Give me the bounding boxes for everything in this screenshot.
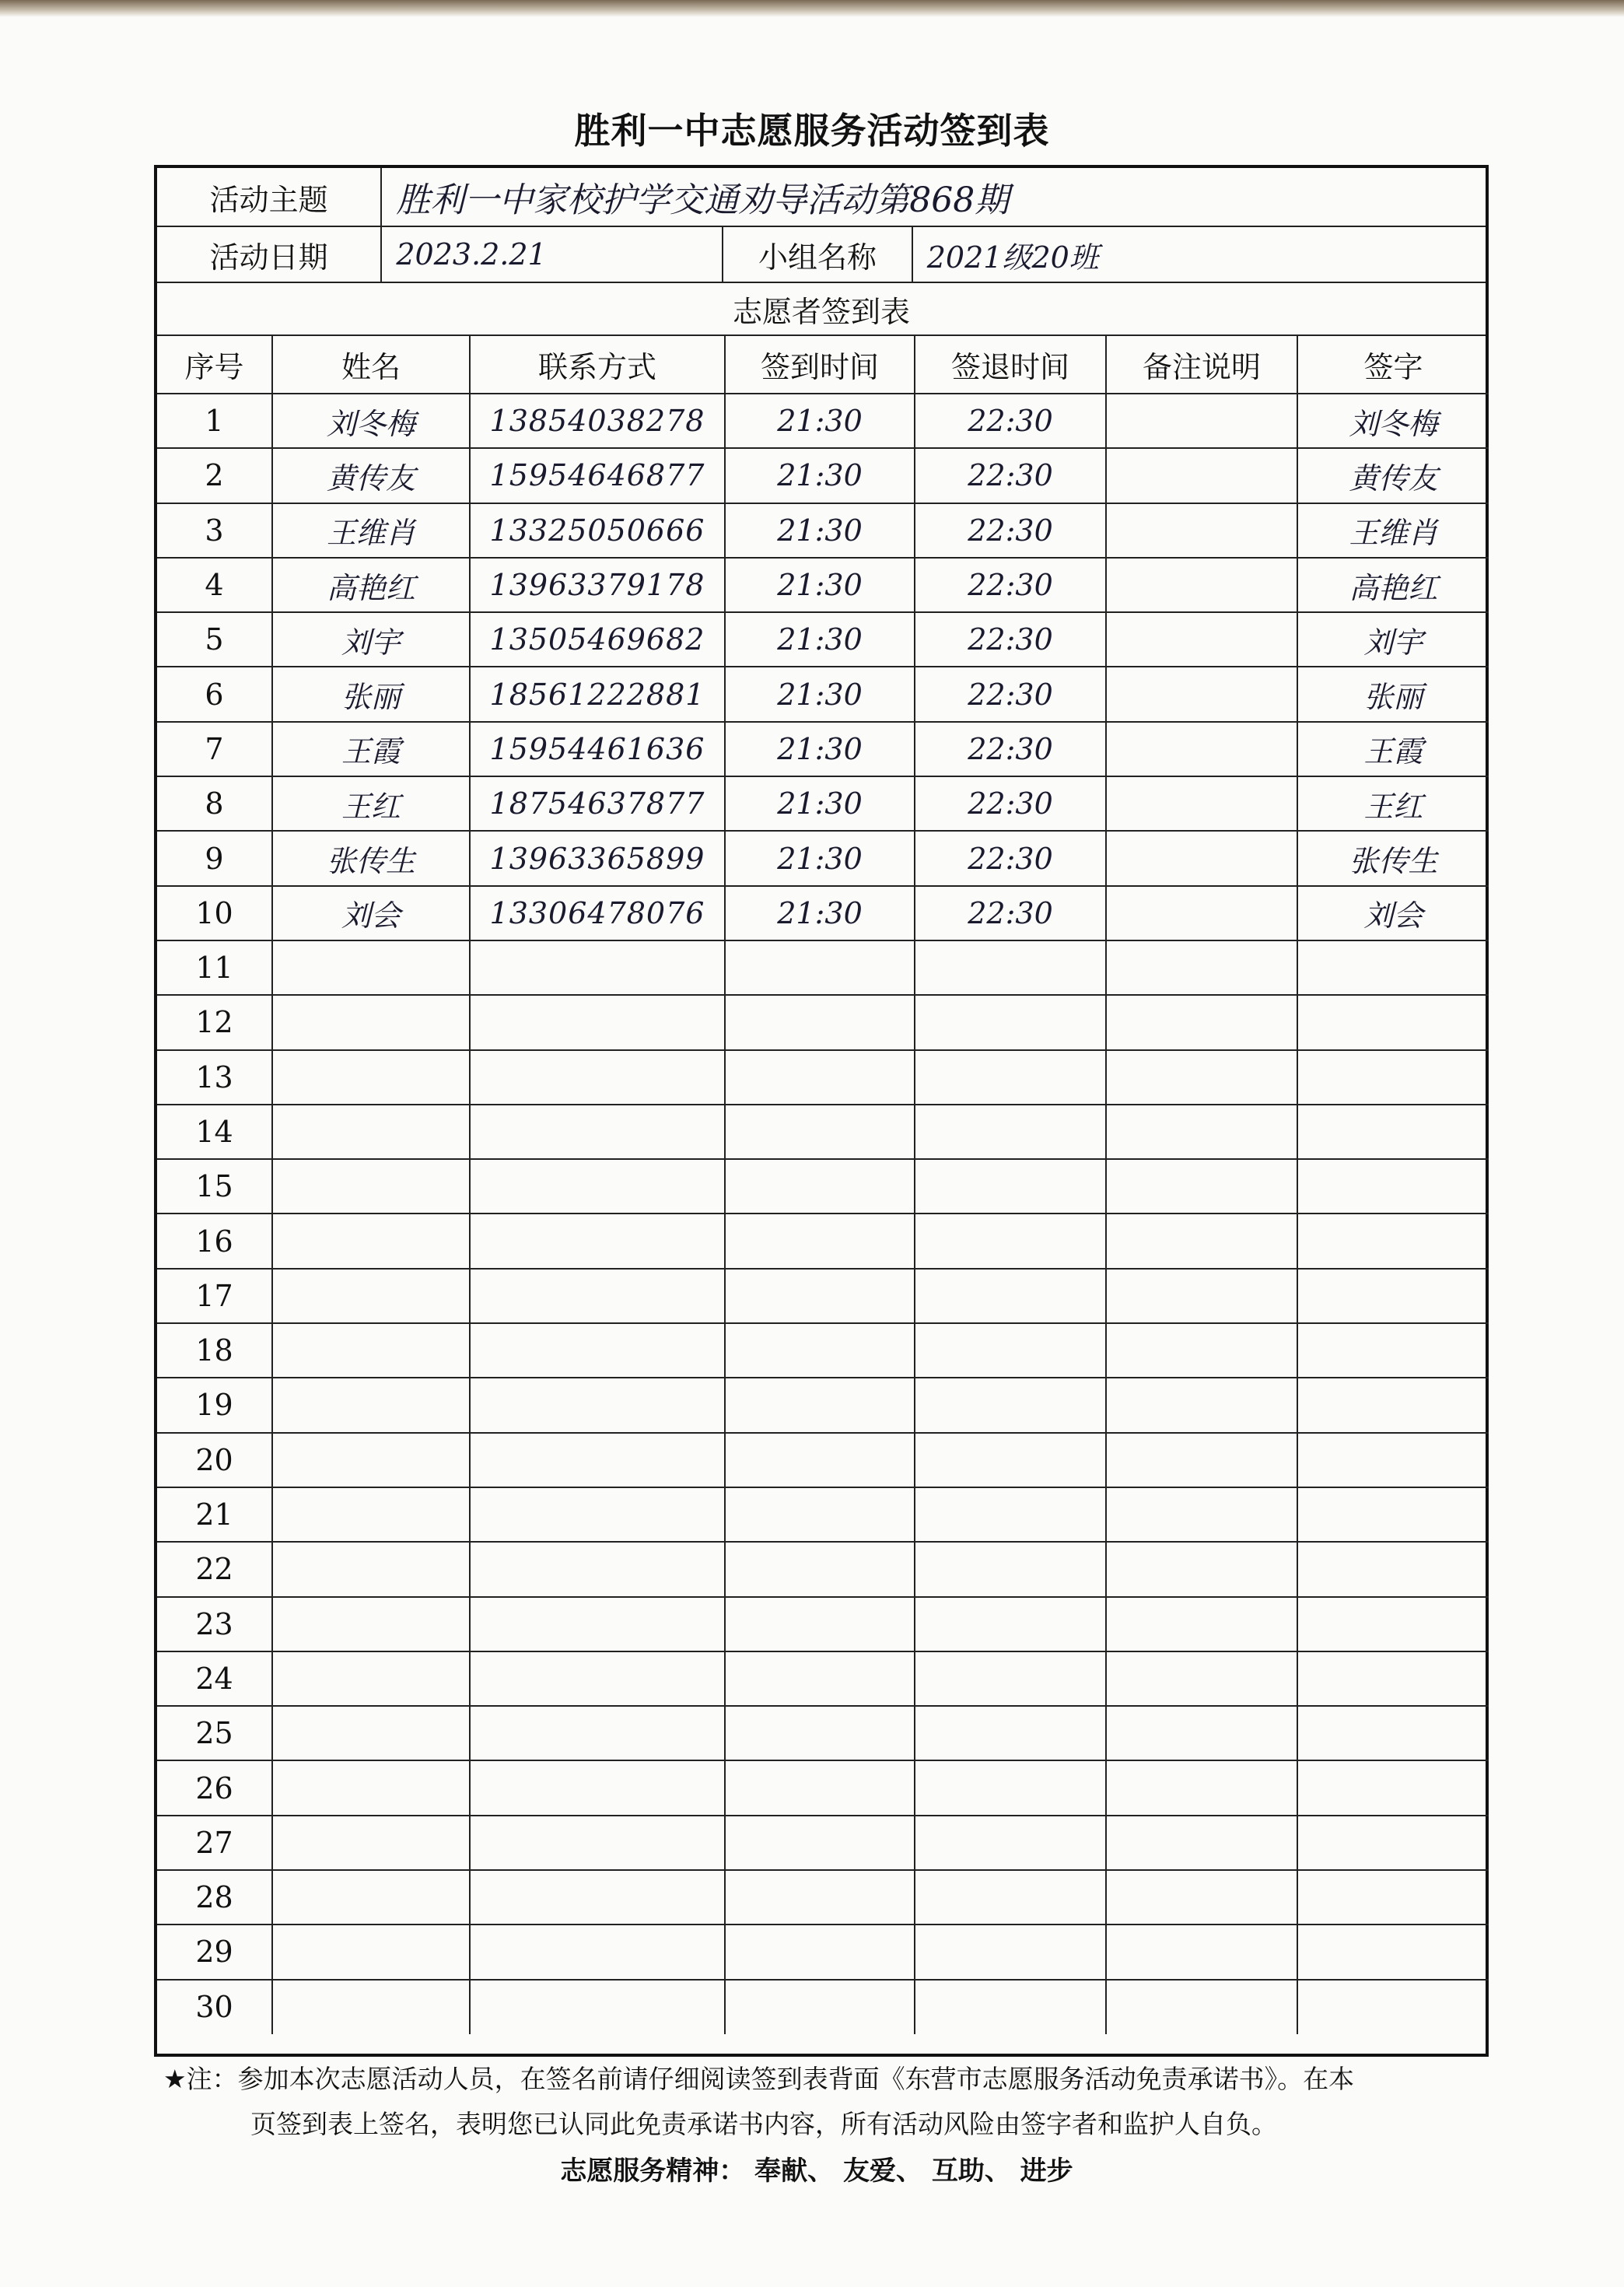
name-cell <box>272 1433 470 1487</box>
signin-sheet <box>154 165 1489 2057</box>
contact-cell <box>470 1214 725 1268</box>
table-row <box>157 448 1489 503</box>
page-title: 胜利一中志愿服务活动签到表 <box>574 110 1050 152</box>
checkin-time-cell <box>725 1870 915 1925</box>
table-row <box>157 1816 1489 1870</box>
contact-cell: 13963379178 <box>470 558 725 612</box>
row-index: 6 <box>157 667 272 721</box>
contact-cell <box>470 1269 725 1323</box>
row-index: 11 <box>157 940 272 995</box>
name-cell: 刘冬梅 <box>272 394 470 448</box>
row-index: 17 <box>157 1269 272 1323</box>
table-row <box>157 1378 1489 1432</box>
signature-cell <box>1297 1323 1489 1378</box>
checkin-time-cell <box>725 1159 915 1214</box>
checkout-time-cell <box>915 1323 1106 1378</box>
table-row <box>157 1597 1489 1651</box>
checkout-time-cell: 22:30 <box>915 776 1106 831</box>
signature-cell <box>1297 1925 1489 1979</box>
table-row <box>157 1487 1489 1542</box>
row-index: 4 <box>157 558 272 612</box>
remarks-cell <box>1106 1980 1297 2034</box>
table-row <box>157 886 1489 940</box>
table-row <box>157 1269 1489 1323</box>
signature-cell: 王红 <box>1297 776 1489 831</box>
remarks-cell <box>1106 940 1297 995</box>
signature-cell <box>1297 1269 1489 1323</box>
contact-cell: 18561222881 <box>470 667 725 721</box>
checkin-time-cell <box>725 1433 915 1487</box>
contact-cell: 13963365899 <box>470 831 725 885</box>
table-row <box>157 1980 1489 2034</box>
signature-cell: 高艳红 <box>1297 558 1489 612</box>
checkout-time-cell <box>915 1816 1106 1870</box>
checkout-time-cell: 22:30 <box>915 722 1106 776</box>
remarks-cell <box>1106 394 1297 448</box>
section-title: 志愿者签到表 <box>157 283 1486 336</box>
checkin-time-cell <box>725 1487 915 1542</box>
header-signature: 签字 <box>1297 336 1489 394</box>
signature-cell <box>1297 1760 1489 1815</box>
group-name-value: 2021级20班 <box>926 240 1099 275</box>
checkout-time-cell <box>915 1980 1106 2034</box>
contact-cell <box>470 1050 725 1105</box>
checkout-time-cell <box>915 1159 1106 1214</box>
contact-cell <box>470 1487 725 1542</box>
row-index: 25 <box>157 1706 272 1760</box>
name-cell <box>272 1925 470 1979</box>
contact-cell: 18754637877 <box>470 776 725 831</box>
checkout-time-cell: 22:30 <box>915 886 1106 940</box>
table-row <box>157 1651 1489 1706</box>
signature-cell <box>1297 1159 1489 1214</box>
contact-cell <box>470 1980 725 2034</box>
row-index: 19 <box>157 1378 272 1432</box>
checkin-time-cell <box>725 1651 915 1706</box>
row-index: 21 <box>157 1487 272 1542</box>
checkin-time-cell: 21:30 <box>725 722 915 776</box>
contact-cell <box>470 1378 725 1432</box>
row-index: 9 <box>157 831 272 885</box>
header-index: 序号 <box>157 336 272 394</box>
remarks-cell <box>1106 1214 1297 1268</box>
checkin-time-cell <box>725 1816 915 1870</box>
checkin-time-cell <box>725 1597 915 1651</box>
signature-cell <box>1297 1105 1489 1159</box>
checkin-time-cell <box>725 1269 915 1323</box>
remarks-cell <box>1106 776 1297 831</box>
contact-cell <box>470 995 725 1049</box>
checkin-time-cell <box>725 1050 915 1105</box>
checkout-time-cell <box>915 1105 1106 1159</box>
photo-top-edge <box>0 0 1624 17</box>
name-cell: 黄传友 <box>272 448 470 503</box>
signature-cell <box>1297 1050 1489 1105</box>
checkin-time-cell <box>725 1378 915 1432</box>
row-index: 7 <box>157 722 272 776</box>
remarks-cell <box>1106 1760 1297 1815</box>
remarks-cell <box>1106 503 1297 558</box>
checkin-time-cell: 21:30 <box>725 667 915 721</box>
table-row <box>157 1323 1489 1378</box>
remarks-cell <box>1106 667 1297 721</box>
name-cell <box>272 940 470 995</box>
row-index: 16 <box>157 1214 272 1268</box>
name-cell <box>272 1706 470 1760</box>
remarks-cell <box>1106 1269 1297 1323</box>
table-row <box>157 1214 1489 1268</box>
row-index: 10 <box>157 886 272 940</box>
contact-cell <box>470 1597 725 1651</box>
table-row <box>157 1433 1489 1487</box>
remarks-cell <box>1106 1050 1297 1105</box>
signature-cell <box>1297 1542 1489 1596</box>
row-index: 8 <box>157 776 272 831</box>
checkout-time-cell: 22:30 <box>915 667 1106 721</box>
name-cell <box>272 1980 470 2034</box>
row-index: 13 <box>157 1050 272 1105</box>
name-cell: 刘宇 <box>272 612 470 667</box>
table-row <box>157 1925 1489 1979</box>
signature-cell <box>1297 1214 1489 1268</box>
name-cell <box>272 1159 470 1214</box>
table-header-row <box>157 336 1489 394</box>
activity-theme-row <box>157 168 1486 227</box>
header-remarks: 备注说明 <box>1106 336 1297 394</box>
name-cell <box>272 1214 470 1268</box>
table-row <box>157 1050 1489 1105</box>
checkout-time-cell: 22:30 <box>915 503 1106 558</box>
name-cell <box>272 1542 470 1596</box>
contact-cell <box>470 1925 725 1979</box>
remarks-cell <box>1106 831 1297 885</box>
checkin-time-cell <box>725 940 915 995</box>
name-cell <box>272 1597 470 1651</box>
checkout-time-cell: 22:30 <box>915 558 1106 612</box>
contact-cell <box>470 1760 725 1815</box>
group-name-label: 小组名称 <box>723 227 912 282</box>
contact-cell <box>470 1816 725 1870</box>
checkout-time-cell <box>915 1870 1106 1925</box>
table-row <box>157 776 1489 831</box>
table-row <box>157 503 1489 558</box>
checkout-time-cell: 22:30 <box>915 612 1106 667</box>
name-cell: 张丽 <box>272 667 470 721</box>
remarks-cell <box>1106 1597 1297 1651</box>
checkout-time-cell: 22:30 <box>915 831 1106 885</box>
contact-cell <box>470 1159 725 1214</box>
footer-note-line-1: ★注：参加本次志愿活动人员，在签名前请仔细阅读签到表背面《东营市志愿服务活动免责承诺书》。在本 <box>163 2064 1355 2094</box>
name-cell <box>272 1651 470 1706</box>
signature-cell <box>1297 1433 1489 1487</box>
row-index: 23 <box>157 1597 272 1651</box>
contact-cell <box>470 1105 725 1159</box>
name-cell <box>272 1269 470 1323</box>
table-row <box>157 394 1489 448</box>
remarks-cell <box>1106 886 1297 940</box>
checkout-time-cell <box>915 1597 1106 1651</box>
row-index: 12 <box>157 995 272 1049</box>
name-cell <box>272 1870 470 1925</box>
header-checkout-time: 签退时间 <box>915 336 1106 394</box>
name-cell: 高艳红 <box>272 558 470 612</box>
activity-date-label: 活动日期 <box>157 227 382 282</box>
remarks-cell <box>1106 1870 1297 1925</box>
signature-cell: 张传生 <box>1297 831 1489 885</box>
contact-cell: 13325050666 <box>470 503 725 558</box>
remarks-cell <box>1106 1925 1297 1979</box>
row-index: 30 <box>157 1980 272 2034</box>
checkin-time-cell <box>725 1925 915 1979</box>
table-row <box>157 558 1489 612</box>
checkout-time-cell <box>915 1378 1106 1432</box>
checkout-time-cell <box>915 1214 1106 1268</box>
table-row <box>157 940 1489 995</box>
remarks-cell <box>1106 995 1297 1049</box>
row-index: 15 <box>157 1159 272 1214</box>
contact-cell <box>470 1651 725 1706</box>
contact-cell: 13505469682 <box>470 612 725 667</box>
signature-cell <box>1297 1980 1489 2034</box>
checkin-time-cell <box>725 1980 915 2034</box>
footer <box>163 2057 1486 2194</box>
checkin-time-cell <box>725 995 915 1049</box>
signature-cell <box>1297 1816 1489 1870</box>
name-cell <box>272 1487 470 1542</box>
name-cell <box>272 1050 470 1105</box>
checkout-time-cell: 22:30 <box>915 394 1106 448</box>
signature-cell: 张丽 <box>1297 667 1489 721</box>
signature-cell: 王霞 <box>1297 722 1489 776</box>
checkout-time-cell <box>915 1433 1106 1487</box>
row-index: 20 <box>157 1433 272 1487</box>
remarks-cell <box>1106 612 1297 667</box>
table-row <box>157 1706 1489 1760</box>
checkin-time-cell: 21:30 <box>725 831 915 885</box>
activity-date-value: 2023.2.21 <box>382 227 723 282</box>
row-index: 29 <box>157 1925 272 1979</box>
checkout-time-cell <box>915 940 1106 995</box>
contact-cell: 13854038278 <box>470 394 725 448</box>
signature-cell <box>1297 1706 1489 1760</box>
header-checkin-time: 签到时间 <box>725 336 915 394</box>
signature-cell: 黄传友 <box>1297 448 1489 503</box>
signature-cell <box>1297 940 1489 995</box>
signature-cell <box>1297 1651 1489 1706</box>
checkin-time-cell <box>725 1706 915 1760</box>
checkin-time-cell: 21:30 <box>725 448 915 503</box>
checkout-time-cell <box>915 1487 1106 1542</box>
footer-note-line-2: 页签到表上签名，表明您已认同此免责承诺书内容，所有活动风险由签字者和监护人自负。 <box>250 2109 1277 2139</box>
checkin-time-cell <box>725 1760 915 1815</box>
remarks-cell <box>1106 1487 1297 1542</box>
checkout-time-cell <box>915 1651 1106 1706</box>
header-contact: 联系方式 <box>470 336 725 394</box>
table-row <box>157 1760 1489 1815</box>
contact-cell <box>470 1706 725 1760</box>
remarks-cell <box>1106 1323 1297 1378</box>
checkin-time-cell: 21:30 <box>725 776 915 831</box>
contact-cell: 13306478076 <box>470 886 725 940</box>
remarks-cell <box>1106 1542 1297 1596</box>
remarks-cell <box>1106 1651 1297 1706</box>
signature-cell <box>1297 1487 1489 1542</box>
checkout-time-cell <box>915 1760 1106 1815</box>
contact-cell <box>470 940 725 995</box>
checkin-time-cell <box>725 1323 915 1378</box>
row-index: 27 <box>157 1816 272 1870</box>
contact-cell <box>470 1323 725 1378</box>
contact-cell <box>470 1433 725 1487</box>
contact-cell <box>470 1542 725 1596</box>
table-row <box>157 667 1489 721</box>
table-row <box>157 612 1489 667</box>
row-index: 14 <box>157 1105 272 1159</box>
checkin-time-cell <box>725 1105 915 1159</box>
checkin-time-cell: 21:30 <box>725 503 915 558</box>
signature-cell: 刘宇 <box>1297 612 1489 667</box>
remarks-cell <box>1106 1378 1297 1432</box>
name-cell <box>272 1760 470 1815</box>
contact-cell: 15954646877 <box>470 448 725 503</box>
row-index: 2 <box>157 448 272 503</box>
table-row <box>157 722 1489 776</box>
activity-date-row <box>157 227 1486 283</box>
checkin-time-cell <box>725 1542 915 1596</box>
signature-cell <box>1297 1870 1489 1925</box>
checkin-time-cell: 21:30 <box>725 886 915 940</box>
table-row <box>157 1542 1489 1596</box>
checkout-time-cell <box>915 1706 1106 1760</box>
row-index: 1 <box>157 394 272 448</box>
checkout-time-cell <box>915 1050 1106 1105</box>
name-cell: 王红 <box>272 776 470 831</box>
signature-cell: 王维肖 <box>1297 503 1489 558</box>
checkout-time-cell <box>915 995 1106 1049</box>
contact-cell: 15954461636 <box>470 722 725 776</box>
row-index: 26 <box>157 1760 272 1815</box>
name-cell: 张传生 <box>272 831 470 885</box>
remarks-cell <box>1106 1105 1297 1159</box>
remarks-cell <box>1106 1433 1297 1487</box>
remarks-cell <box>1106 1159 1297 1214</box>
name-cell: 王维肖 <box>272 503 470 558</box>
row-index: 24 <box>157 1651 272 1706</box>
checkin-time-cell: 21:30 <box>725 394 915 448</box>
checkin-time-cell <box>725 1214 915 1268</box>
row-index: 22 <box>157 1542 272 1596</box>
checkout-time-cell: 22:30 <box>915 448 1106 503</box>
remarks-cell <box>1106 448 1297 503</box>
name-cell: 刘会 <box>272 886 470 940</box>
name-cell <box>272 995 470 1049</box>
signature-cell: 刘会 <box>1297 886 1489 940</box>
checkout-time-cell <box>915 1542 1106 1596</box>
row-index: 18 <box>157 1323 272 1378</box>
remarks-cell <box>1106 558 1297 612</box>
row-index: 3 <box>157 503 272 558</box>
name-cell <box>272 1378 470 1432</box>
signature-cell <box>1297 995 1489 1049</box>
signature-cell <box>1297 1378 1489 1432</box>
activity-theme-label: 活动主题 <box>157 168 382 226</box>
name-cell <box>272 1816 470 1870</box>
volunteer-table <box>157 336 1489 2034</box>
header-name: 姓名 <box>272 336 470 394</box>
table-row <box>157 1159 1489 1214</box>
volunteer-spirit: 志愿服务精神： 奉献、 友爱、 互助、 进步 <box>560 2156 1073 2187</box>
name-cell <box>272 1323 470 1378</box>
checkout-time-cell <box>915 1925 1106 1979</box>
remarks-cell <box>1106 1706 1297 1760</box>
activity-theme-value: 胜利一中家校护学交通劝导活动第868期 <box>396 180 1010 220</box>
contact-cell <box>470 1870 725 1925</box>
remarks-cell <box>1106 722 1297 776</box>
remarks-cell <box>1106 1816 1297 1870</box>
name-cell: 王霞 <box>272 722 470 776</box>
signature-cell: 刘冬梅 <box>1297 394 1489 448</box>
row-index: 5 <box>157 612 272 667</box>
checkin-time-cell: 21:30 <box>725 558 915 612</box>
table-row <box>157 1870 1489 1925</box>
checkout-time-cell <box>915 1269 1106 1323</box>
checkin-time-cell: 21:30 <box>725 612 915 667</box>
table-row <box>157 995 1489 1049</box>
table-row <box>157 1105 1489 1159</box>
name-cell <box>272 1105 470 1159</box>
signature-cell <box>1297 1597 1489 1651</box>
row-index: 28 <box>157 1870 272 1925</box>
table-row <box>157 831 1489 885</box>
